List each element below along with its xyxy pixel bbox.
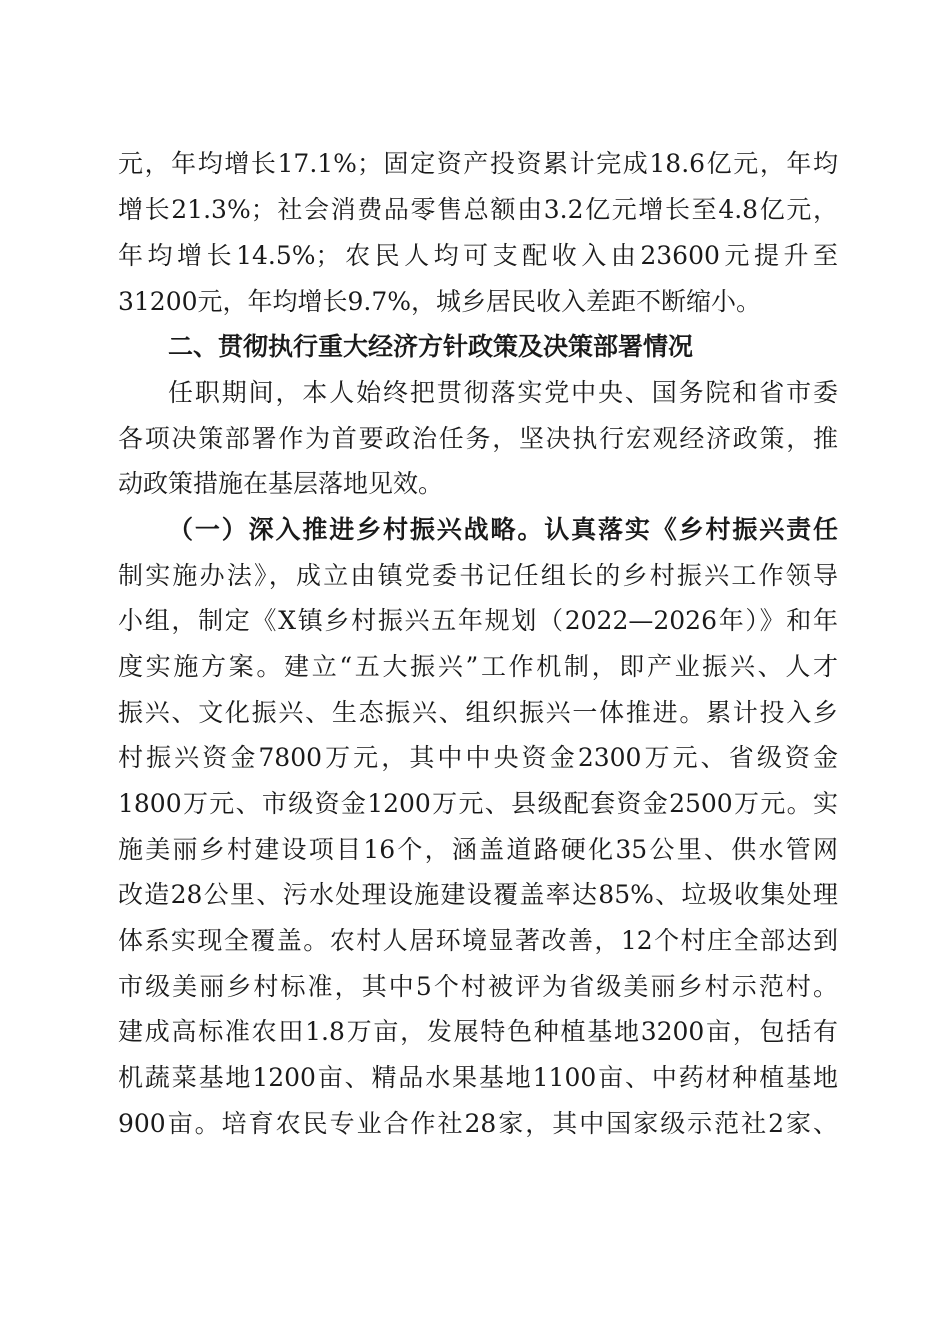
paragraph-line: 900亩。培育农民专业合作社28家，其中国家级示范社2家、 <box>118 1109 838 1138</box>
paragraph-line: 1800万元、市级资金1200万元、县级配套资金2500万元。实 <box>118 789 838 818</box>
paragraph-line: 31200元，年均增长9.7%，城乡居民收入差距不断缩小。 <box>118 287 762 316</box>
paragraph-line: 各项决策部署作为首要政治任务，坚决执行宏观经济政策，推 <box>118 424 838 453</box>
paragraph-line: 增长21.3%；社会消费品零售总额由3.2亿元增长至4.8亿元， <box>118 195 838 224</box>
subsection-lead-line: （一）深入推进乡村振兴战略。认真落实《乡村振兴责任 <box>168 515 838 544</box>
section-heading: 二、贯彻执行重大经济方针政策及决策部署情况 <box>168 332 694 361</box>
paragraph-line: 施美丽乡村建设项目16个，涵盖道路硬化35公里、供水管网 <box>118 835 838 864</box>
paragraph-line: 机蔬菜基地1200亩、精品水果基地1100亩、中药材种植基地 <box>118 1063 838 1092</box>
paragraph-line: 任职期间，本人始终把贯彻落实党中央、国务院和省市委 <box>168 378 838 407</box>
paragraph-line: 动政策措施在基层落地见效。 <box>118 469 444 498</box>
paragraph-line: 振兴、文化振兴、生态振兴、组织振兴一体推进。累计投入乡 <box>118 698 838 727</box>
paragraph-line: 度实施方案。建立“五大振兴”工作机制，即产业振兴、人才 <box>118 652 838 681</box>
paragraph-line: 村振兴资金7800万元，其中中央资金2300万元、省级资金 <box>118 743 838 772</box>
paragraph-line: 小组，制定《X镇乡村振兴五年规划（2022—2026年）》和年 <box>118 606 838 635</box>
paragraph-line: 改造28公里、污水处理设施建设覆盖率达85%、垃圾收集处理 <box>118 880 838 909</box>
paragraph-line: 元，年均增长17.1%；固定资产投资累计完成18.6亿元，年均 <box>118 149 838 178</box>
paragraph-line: 年均增长14.5%；农民人均可支配收入由23600元提升至 <box>118 241 838 270</box>
paragraph-line: 制实施办法》，成立由镇党委书记任组长的乡村振兴工作领导 <box>118 561 838 590</box>
paragraph-line: 市级美丽乡村标准，其中5个村被评为省级美丽乡村示范村。 <box>118 972 838 1001</box>
paragraph-line: 体系实现全覆盖。农村人居环境显著改善，12个村庄全部达到 <box>118 926 838 955</box>
paragraph-line: 建成高标准农田1.8万亩，发展特色种植基地3200亩，包括有 <box>118 1017 838 1046</box>
